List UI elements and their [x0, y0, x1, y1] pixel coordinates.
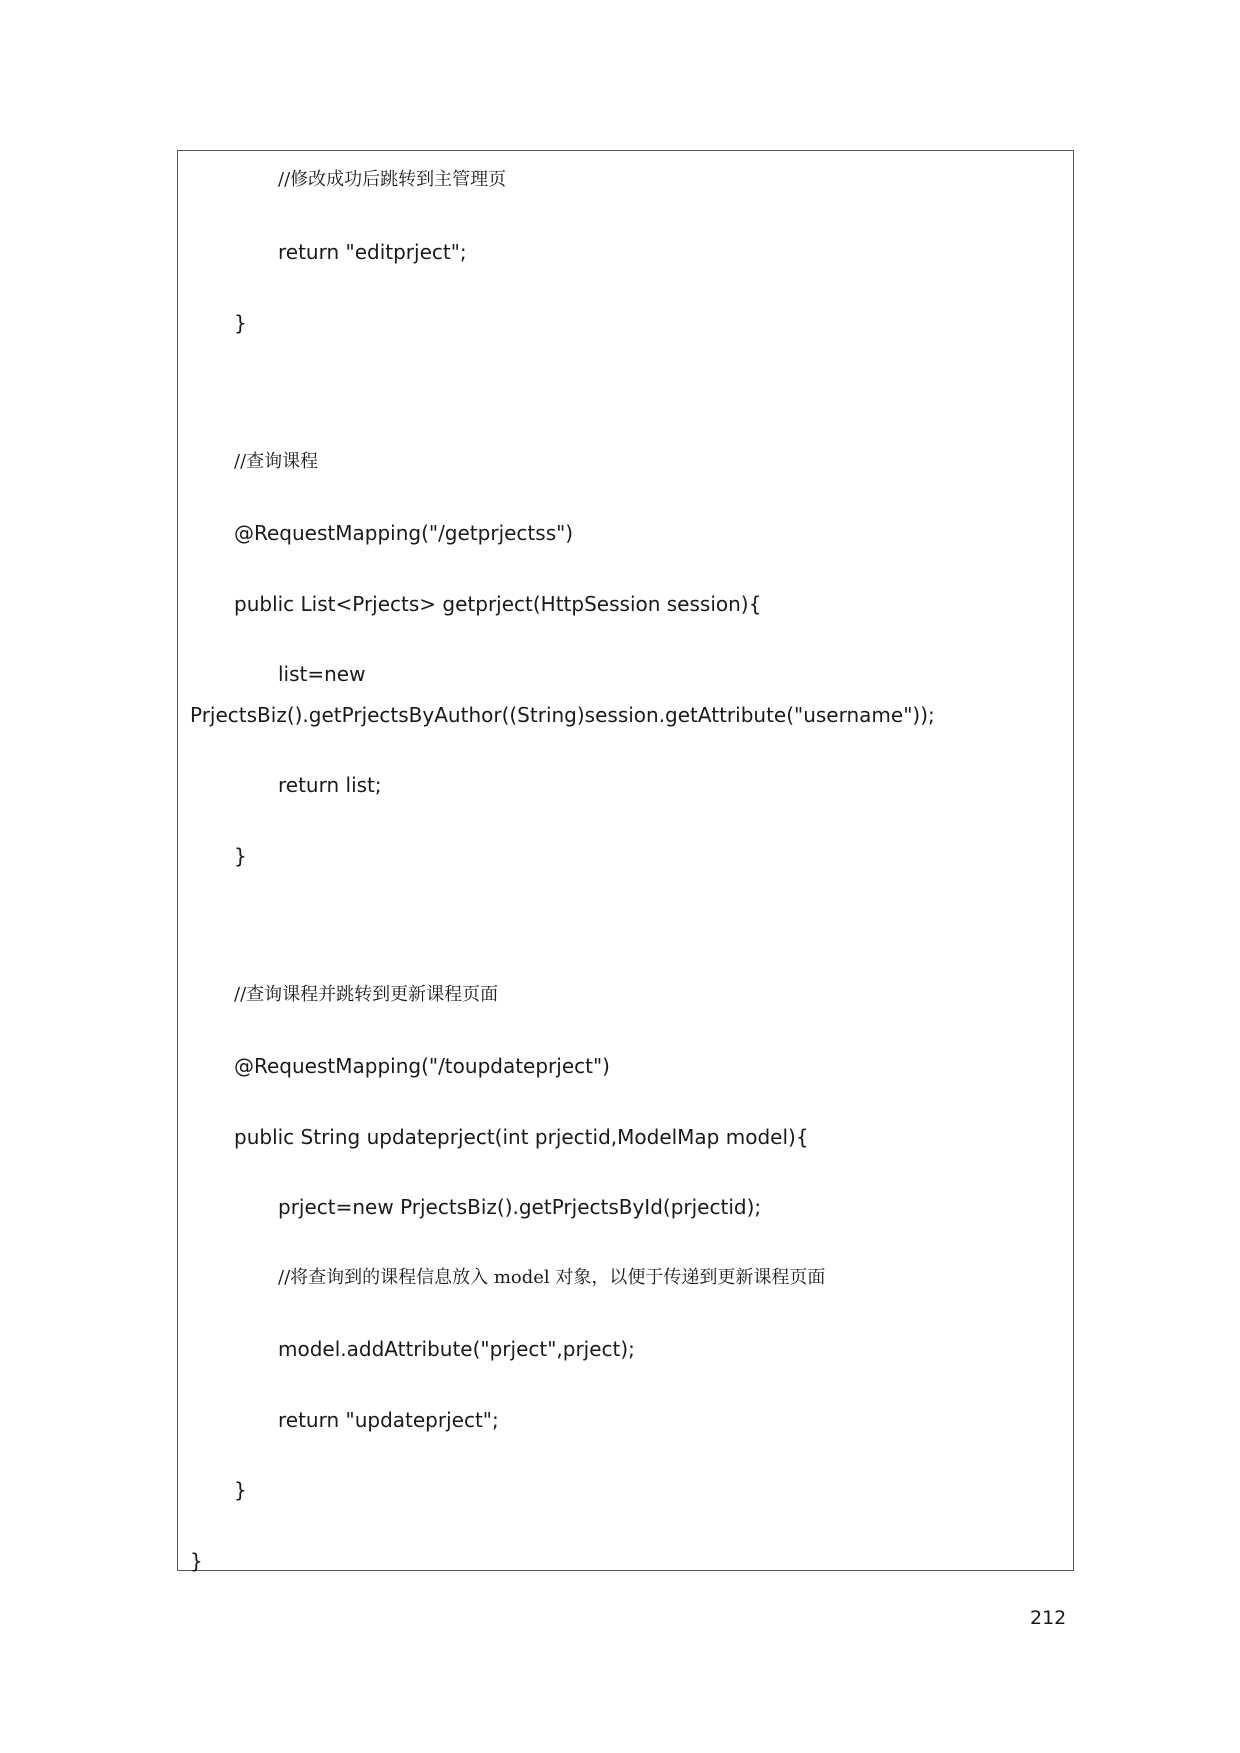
- code-line: return "editprject";: [278, 240, 467, 264]
- code-line: list=new: [278, 662, 366, 686]
- code-line: return list;: [278, 773, 382, 797]
- code-line: public List<Prjects> getprject(HttpSession session){: [234, 592, 762, 616]
- code-comment: //修改成功后跳转到主管理页: [278, 169, 507, 190]
- code-line: prject=new PrjectsBiz().getPrjectsById(prjectid);: [278, 1195, 762, 1219]
- code-line: @RequestMapping("/getprjectss"): [234, 521, 574, 545]
- page-number: 212: [1030, 1607, 1067, 1629]
- code-line: return "updateprject";: [278, 1408, 499, 1432]
- code-line: }: [234, 844, 247, 868]
- code-line: PrjectsBiz().getPrjectsByAuthor((String)session.getAttribute("username"));: [190, 703, 935, 727]
- code-comment: //将查询到的课程信息放入 model 对象，以便于传递到更新课程页面: [278, 1267, 826, 1288]
- code-line: }: [234, 1478, 247, 1502]
- code-line: public String updateprject(int prjectid,ModelMap model){: [234, 1125, 809, 1149]
- code-line: }: [190, 1549, 203, 1573]
- code-line: @RequestMapping("/toupdateprject"): [234, 1054, 610, 1078]
- code-line: model.addAttribute("prject",prject);: [278, 1337, 635, 1361]
- code-comment: //查询课程并跳转到更新课程页面: [234, 984, 499, 1005]
- code-line: }: [234, 311, 247, 335]
- code-comment: //查询课程: [234, 451, 319, 472]
